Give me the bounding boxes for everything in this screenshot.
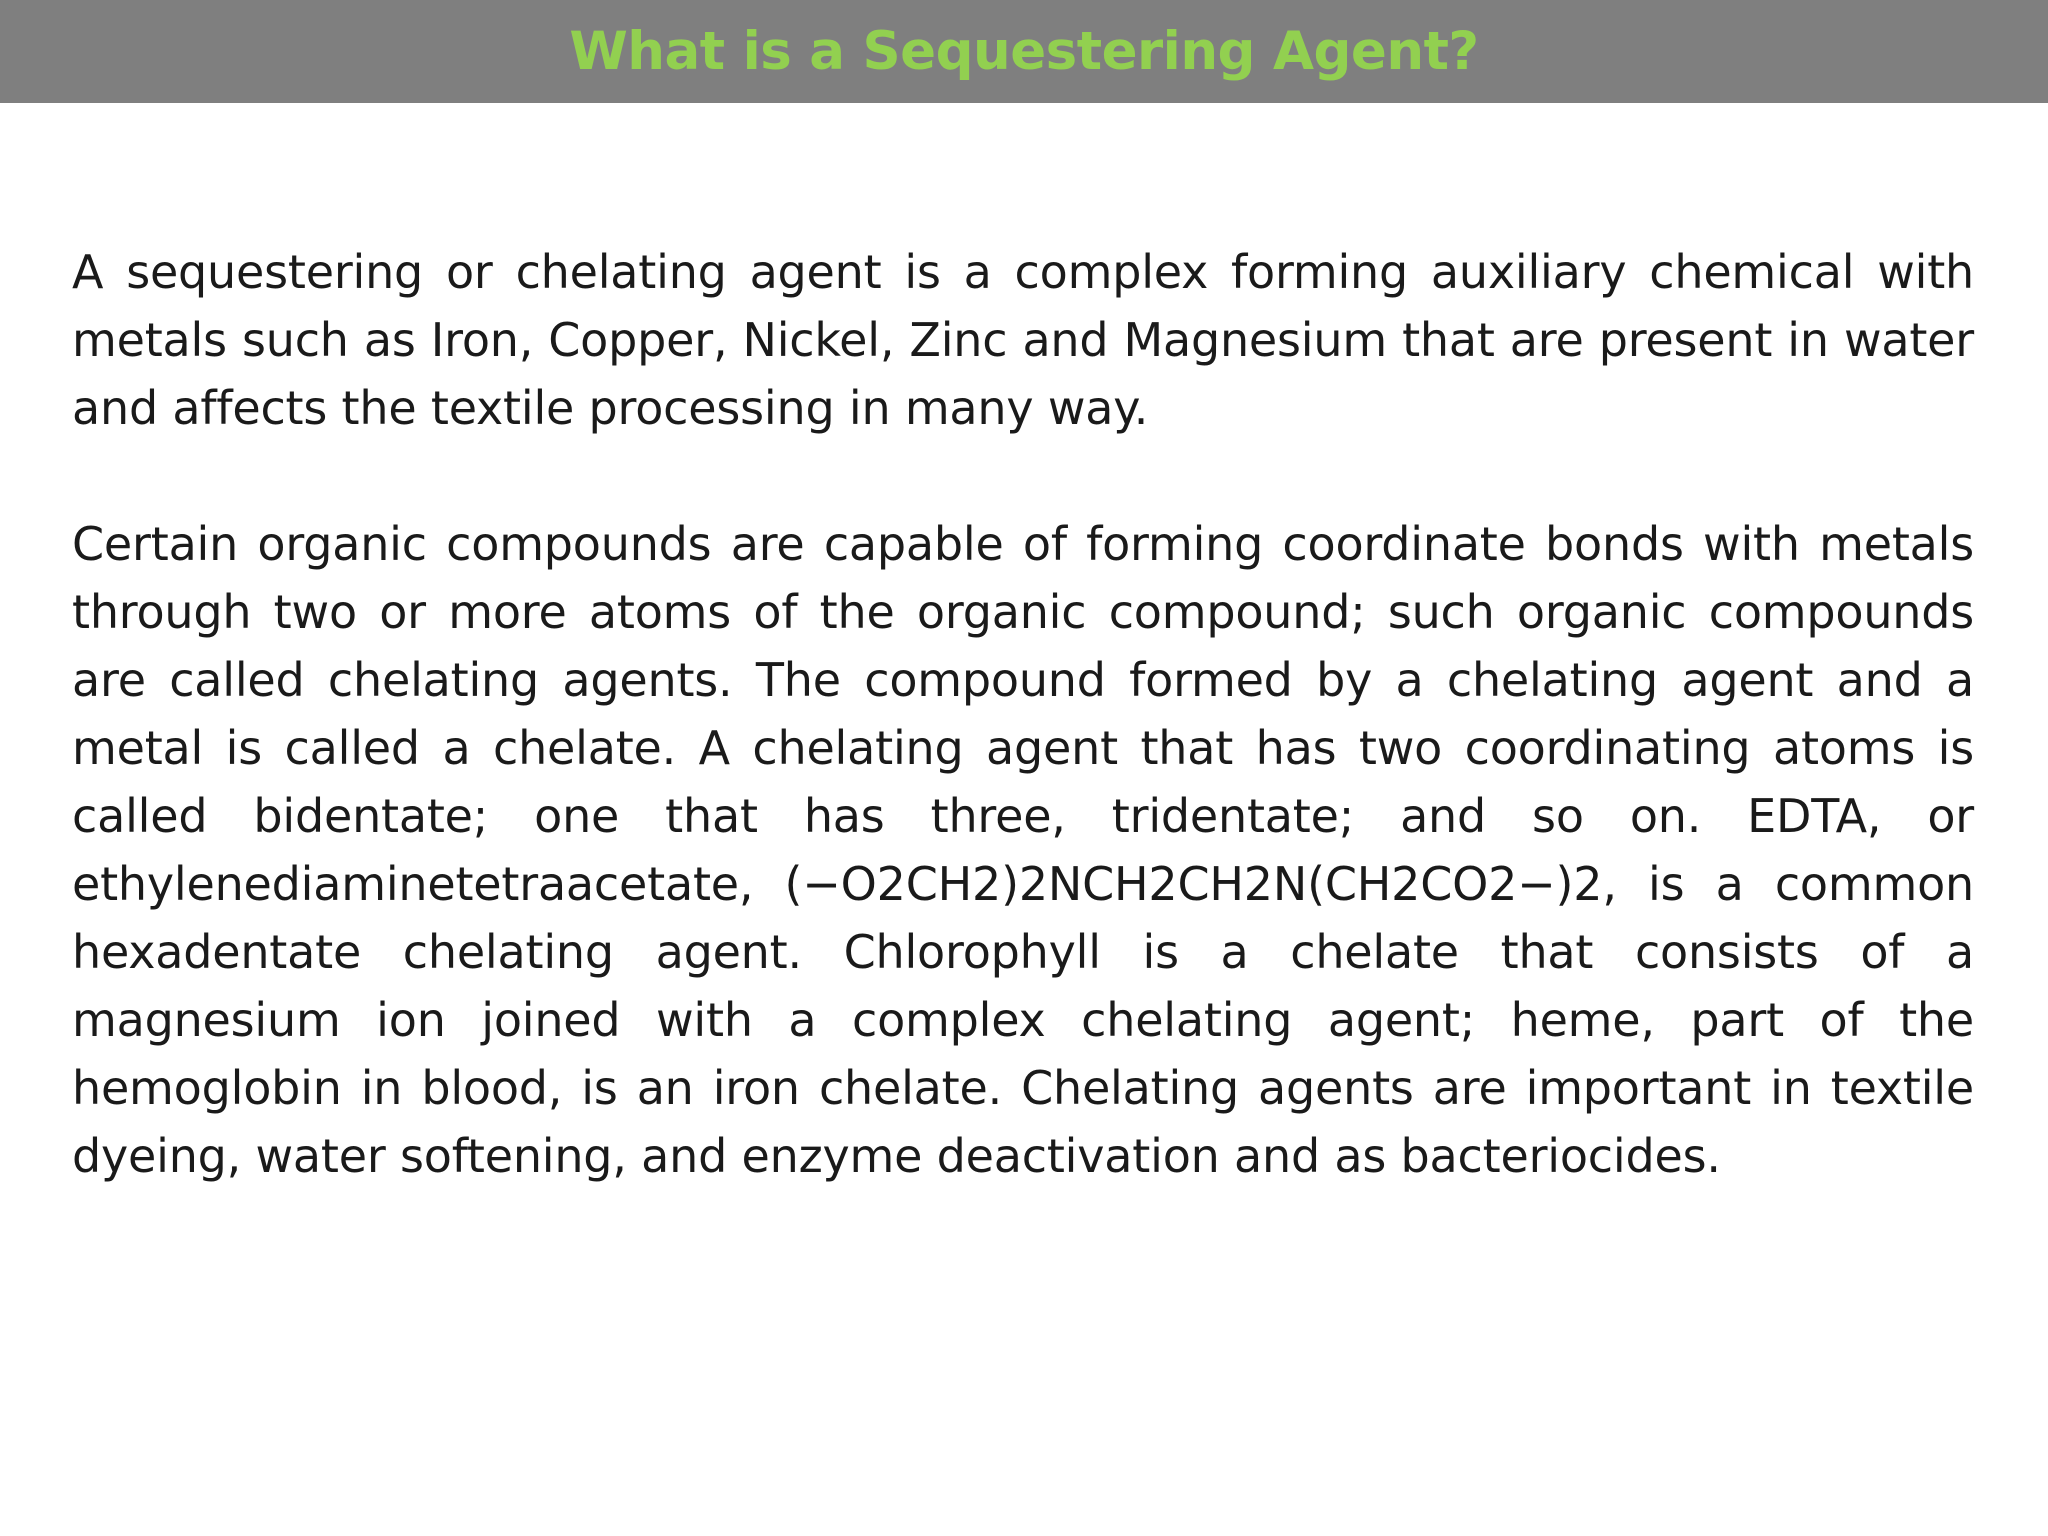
chelating-agents-paragraph: Certain organic compounds are capable of forming coordinate bonds with metals through two or more atoms of the organic compound; such organic compounds are called chelating agents. The compound formed by a chelating agent and a metal is called a chelate. A chelating agent that has two coordinating atoms is called bidentate; one that has three, tridentate; and so on. EDTA, or ethylenediaminetetraacetate, (−O2CH2)2NCH2CH2N(CH2CO2−)2, is a common hexadentate chelating agent. Chlorophyll is a chelate that consists of a magnesium ion joined with a complex chelating agent; heme, part of the hemoglobin in blood, is an iron chelate. Chelating agents are important in textile dyeing, water softening, and enzyme deactivation and as bacteriocides. (72, 517, 1974, 1183)
slide-body (72, 238, 1974, 1190)
title-bar (0, 0, 2048, 103)
definition-paragraph: A sequestering or chelating agent is a complex forming auxiliary chemical with metals such as Iron, Copper, Nickel, Zinc and Magnesium that are present in water and affects the textile processing in many way. (72, 245, 1974, 435)
slide-title: What is a Sequestering Agent? (569, 21, 1479, 82)
